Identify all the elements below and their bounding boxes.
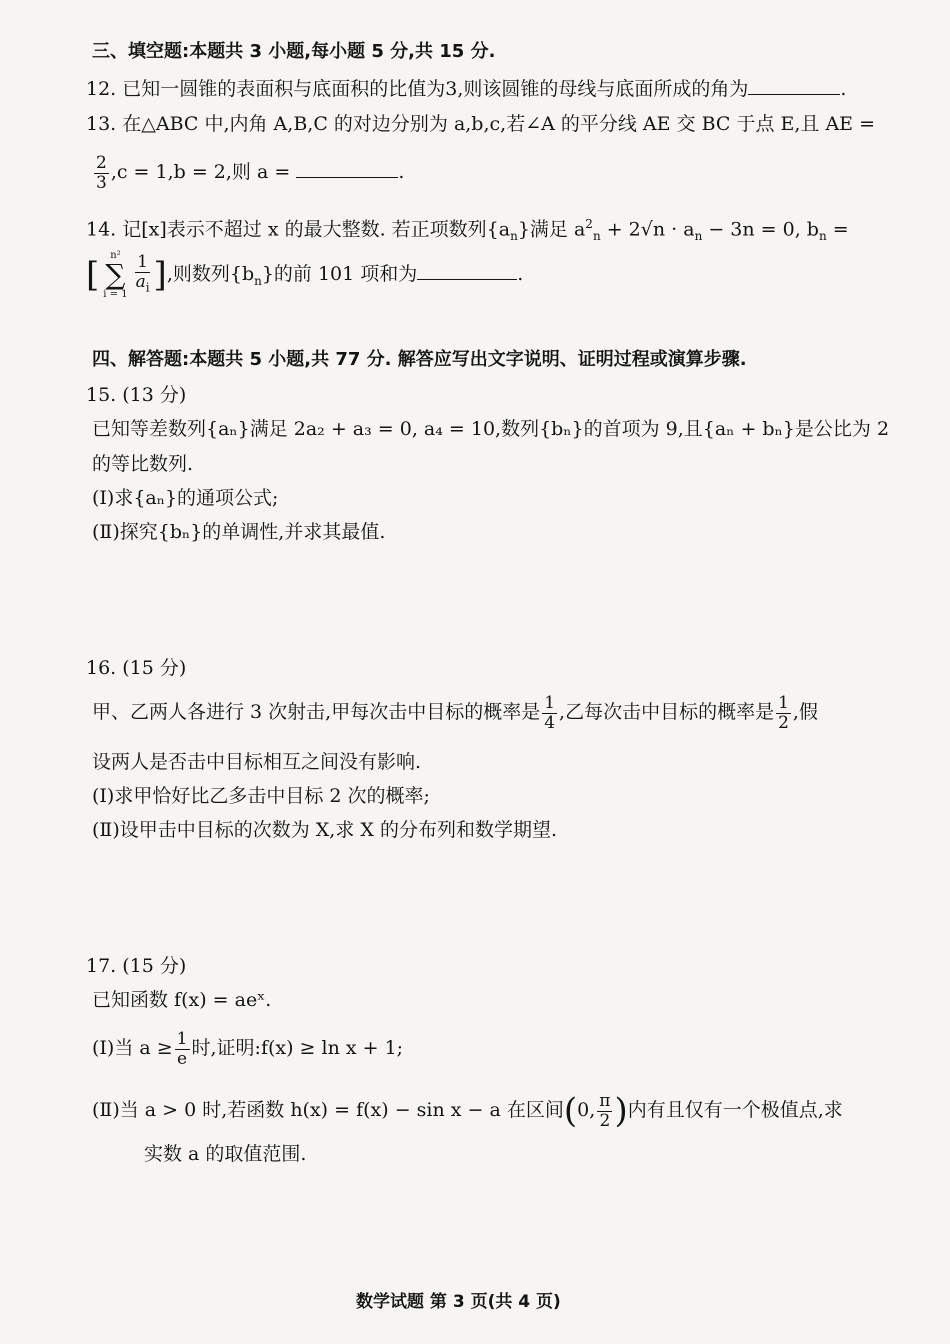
- fraction-numerator: π: [599, 1090, 611, 1111]
- fraction-denominator-var: a: [135, 271, 146, 292]
- question-16-line-1: [92, 690, 818, 734]
- page-footer: 数学试题 第 3 页(共 4 页): [356, 1292, 561, 1312]
- question-12: [86, 76, 846, 101]
- sigma-glyph: ∑: [105, 258, 126, 291]
- fraction-denominator-sub: i: [145, 280, 150, 295]
- sigma-lower-limit: i = 1: [103, 289, 128, 300]
- q14-part-c: + 2√n · a: [600, 218, 695, 241]
- q14-part-b: }满足 a: [517, 218, 586, 241]
- question-14-line-1: [86, 212, 849, 248]
- q17-part2-text-b: 内有且仅有一个极值点,求: [627, 1099, 843, 1121]
- fraction-denominator: [134, 273, 152, 297]
- interval-left-bound: 0,: [577, 1099, 596, 1121]
- answer-blank-13: [296, 159, 398, 178]
- question-16-line-2: 设两人是否击中目标相互之间没有影响.: [92, 751, 422, 773]
- q17-part1-text-b: 时,证明:f(x) ≥ ln x + 1;: [191, 1037, 404, 1059]
- fraction-numerator: 1: [544, 692, 556, 713]
- question-16-part-1: (Ⅰ)求甲恰好比乙多击中目标 2 次的概率;: [92, 785, 430, 807]
- q14-sub: n: [592, 229, 601, 244]
- q17-part2-text-a: (Ⅱ)当 a > 0 时,若函数 h(x) = f(x) − sin x − a 在区间: [92, 1099, 564, 1121]
- section-3-heading: 三、填空题:本题共 3 小题,每小题 5 分,共 15 分.: [92, 41, 496, 62]
- question-15-part-1: (Ⅰ)求{aₙ}的通项公式;: [92, 487, 279, 509]
- q14-sub: n: [254, 273, 262, 288]
- q16-text-b: ,乙每次击中目标的概率是: [559, 701, 775, 723]
- question-15-line-1: 已知等差数列{aₙ}满足 2a₂ + a₃ = 0, a₄ = 10,数列{bₙ}的首项为 9,且{aₙ + bₙ}是公比为 2: [92, 418, 890, 440]
- floor-bracket-right: ]: [153, 255, 167, 295]
- question-16-part-2: (Ⅱ)设甲击中目标的次数为 X,求 X 的分布列和数学期望.: [92, 819, 557, 841]
- fraction-two-thirds: [94, 154, 109, 193]
- q14-sup: 2: [585, 217, 593, 231]
- question-17-line-1: 已知函数 f(x) = aeˣ.: [92, 989, 272, 1011]
- answer-blank-14: [417, 261, 517, 280]
- q14-sub: n: [510, 229, 518, 244]
- interval-paren-right: ): [614, 1091, 628, 1131]
- question-16-number: 16. (15 分): [86, 657, 187, 679]
- q14-line2-text: ,则数列{b: [166, 263, 255, 285]
- summation-symbol: [103, 250, 127, 300]
- fraction-denominator: 2: [778, 712, 789, 733]
- fraction-one-over-ai: [134, 253, 152, 297]
- question-13-line-2: [92, 150, 404, 194]
- question-14-line-2: [86, 246, 523, 309]
- question-15-number: 15. (13 分): [86, 384, 187, 406]
- floor-bracket-left: [: [86, 255, 100, 295]
- fraction-one-over-e: [175, 1030, 190, 1069]
- q14-sub: n: [818, 229, 827, 244]
- q16-text-a: 甲、乙两人各进行 3 次射击,甲每次击中目标的概率是: [92, 701, 541, 723]
- fraction-one-quarter: [542, 694, 557, 733]
- fraction-denominator: e: [177, 1048, 188, 1069]
- question-17-part-2: [92, 1088, 843, 1133]
- question-17-part-2-line-2: 实数 a 的取值范围.: [144, 1143, 307, 1165]
- q17-part1-text-a: (Ⅰ)当 a ≥: [92, 1037, 173, 1059]
- question-13-line-1: 13. 在△ABC 中,内角 A,B,C 的对边分别为 a,b,c,若∠A 的平分线 AE 交 BC 于点 E,且 AE =: [86, 113, 876, 135]
- question-17-number: 17. (15 分): [86, 955, 187, 977]
- fraction-denominator: 2: [599, 1110, 611, 1131]
- question-12-end: .: [840, 78, 847, 100]
- question-15-part-2: (Ⅱ)探究{bₙ}的单调性,并求其最值.: [92, 521, 386, 543]
- fraction-denominator: 4: [544, 712, 556, 733]
- fraction-numerator: 2: [96, 152, 107, 173]
- question-13-givens: ,c = 1,b = 2,则 a =: [110, 161, 291, 183]
- question-12-text: 12. 已知一圆锥的表面积与底面积的比值为3,则该圆锥的母线与底面所成的角为: [86, 78, 749, 100]
- q14-part-a: 14. 记[x]表示不超过 x 的最大整数. 若正项数列{a: [86, 218, 511, 241]
- fraction-denominator: 3: [96, 172, 107, 193]
- question-15-line-2: 的等比数列.: [92, 453, 194, 475]
- fraction-numerator: 1: [137, 251, 148, 272]
- fraction-one-half: [776, 694, 791, 733]
- question-13-end: .: [398, 161, 405, 183]
- section-4-heading: 四、解答题:本题共 5 小题,共 77 分. 解答应写出文字说明、证明过程或演算步骤.: [92, 349, 747, 370]
- interval-paren-left: (: [563, 1091, 578, 1131]
- answer-blank-12: [748, 76, 840, 95]
- sigma-upper-limit: n²: [110, 250, 121, 261]
- q14-part-d: − 3n = 0, b: [702, 218, 819, 241]
- question-14-end: .: [517, 263, 524, 285]
- fraction-numerator: 1: [176, 1028, 188, 1049]
- fraction-pi-over-2: [597, 1092, 612, 1131]
- q14-line2-text-2: }的前 101 项和为: [261, 263, 418, 285]
- fraction-numerator: 1: [778, 692, 789, 713]
- question-17-part-1: [92, 1026, 403, 1070]
- q14-sub: n: [694, 229, 703, 244]
- q14-part-e: =: [826, 218, 849, 241]
- q16-text-c: ,假: [792, 701, 818, 723]
